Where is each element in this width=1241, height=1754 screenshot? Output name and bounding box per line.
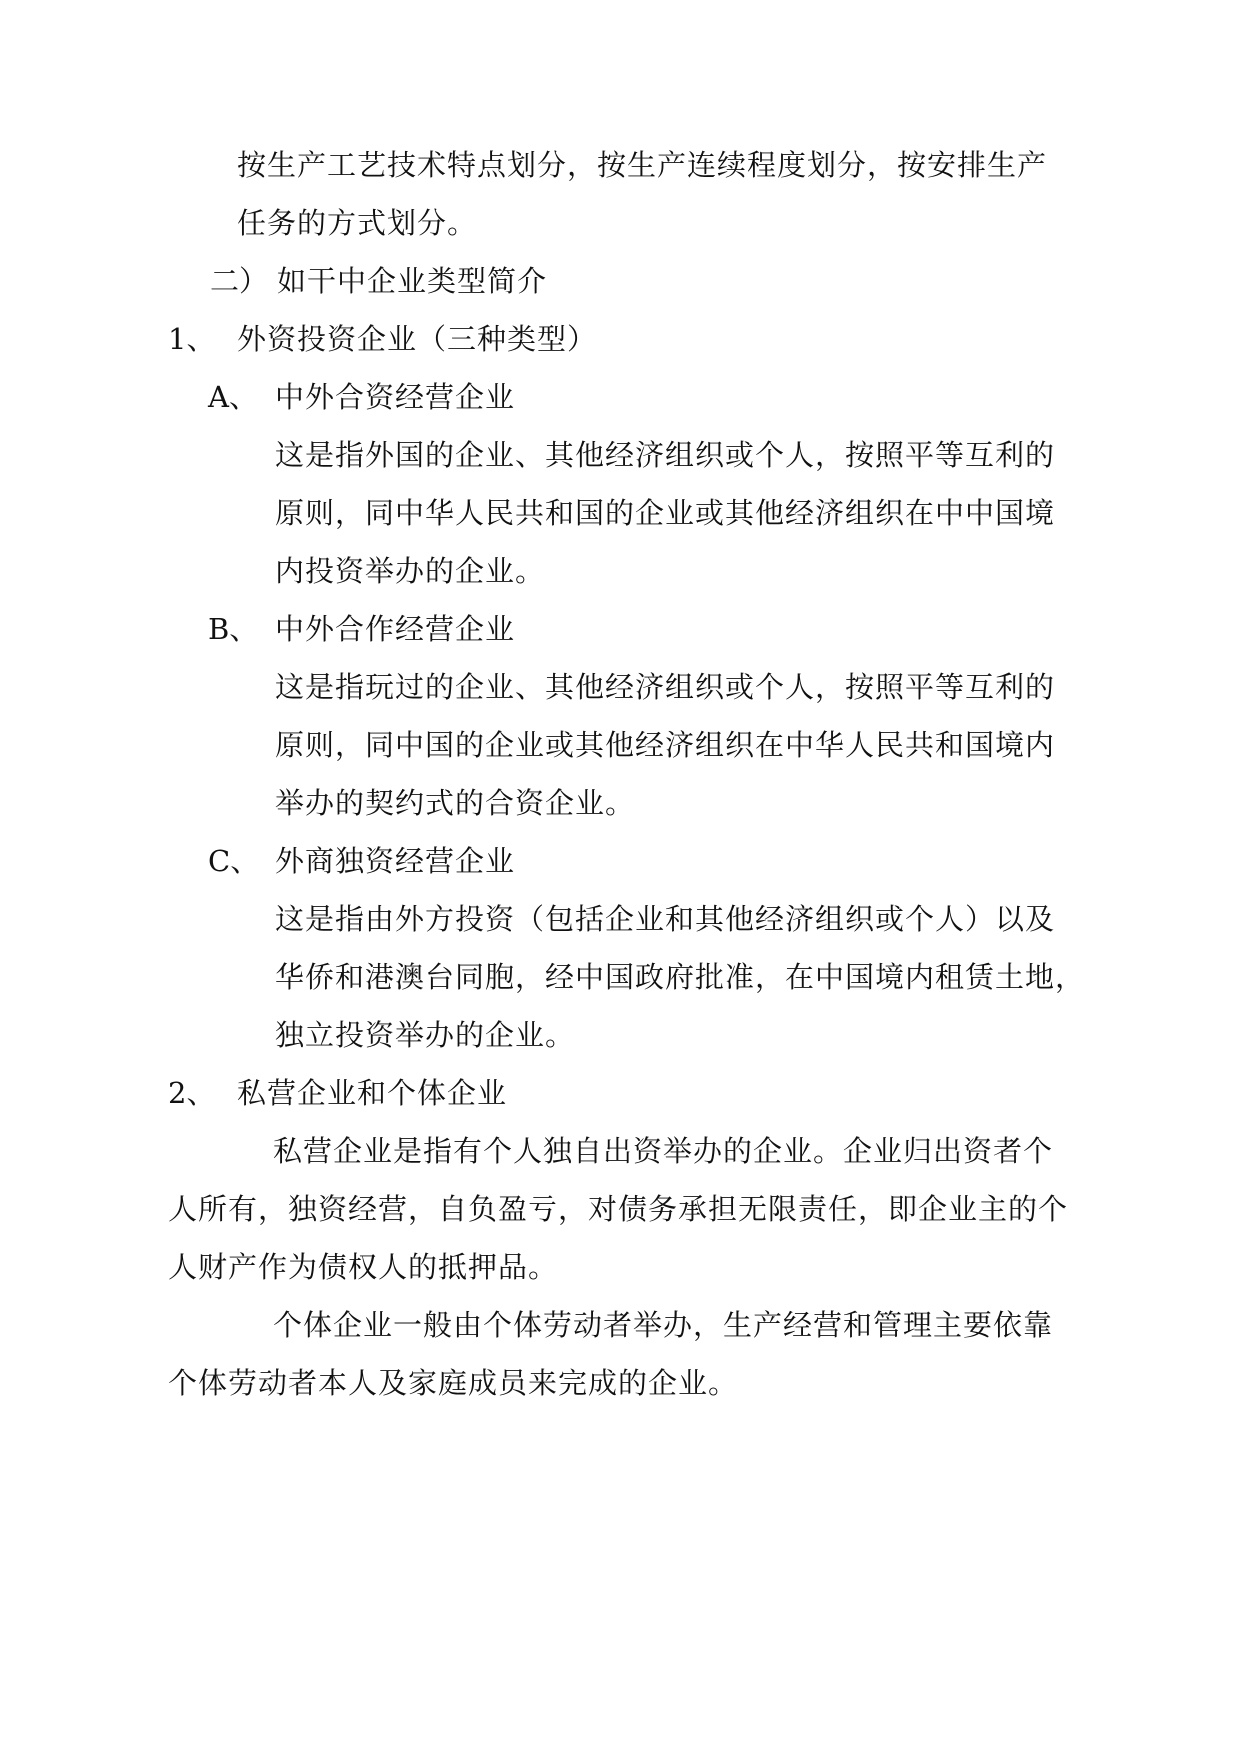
subitem-title: 中外合资经营企业	[275, 380, 516, 414]
item-marker: 2、	[168, 1076, 216, 1110]
subitem-line: 华侨和港澳台同胞，经中国政府批准，在中国境内租赁土地，	[275, 960, 1086, 994]
item-title: 外资投资企业（三种类型）	[237, 322, 598, 356]
subitem-line: 独立投资举办的企业。	[275, 1018, 576, 1052]
subitem-title: 中外合作经营企业	[275, 612, 516, 646]
intro-line: 按生产工艺技术特点划分，按生产连续程度划分，按安排生产	[237, 148, 1048, 182]
section-marker: 二）	[210, 264, 269, 298]
paragraph-line: 人所有，独资经营，自负盈亏，对债务承担无限责任，即企业主的个	[168, 1192, 1069, 1226]
subitem-line: 这是指外国的企业、其他经济组织或个人，按照平等互利的	[275, 438, 1056, 472]
paragraph-line: 私营企业是指有个人独自出资举办的企业。企业归出资者个	[273, 1134, 1054, 1168]
item-title: 私营企业和个体企业	[237, 1076, 508, 1110]
item-marker: 1、	[168, 322, 216, 356]
paragraph-line: 个体企业一般由个体劳动者举办，生产经营和管理主要依靠	[273, 1308, 1054, 1342]
paragraph-line: 人财产作为债权人的抵押品。	[168, 1250, 559, 1284]
subitem-line: 内投资举办的企业。	[275, 554, 546, 588]
subitem-line: 这是指由外方投资（包括企业和其他经济组织或个人）以及	[275, 902, 1056, 936]
subitem-line: 原则，同中华人民共和国的企业或其他经济组织在中中国境	[275, 496, 1056, 530]
section-title: 如干中企业类型简介	[277, 264, 548, 298]
subitem-line: 原则，同中国的企业或其他经济组织在中华人民共和国境内	[275, 728, 1056, 762]
intro-line: 任务的方式划分。	[237, 206, 478, 240]
subitem-line: 这是指玩过的企业、其他经济组织或个人，按照平等互利的	[275, 670, 1056, 704]
subitem-line: 举办的契约式的合资企业。	[275, 786, 636, 820]
paragraph-line: 个体劳动者本人及家庭成员来完成的企业。	[168, 1366, 739, 1400]
subitem-marker: A、	[208, 380, 258, 414]
subitem-marker: B、	[208, 612, 259, 646]
subitem-title: 外商独资经营企业	[275, 844, 516, 878]
subitem-marker: C、	[208, 844, 260, 878]
